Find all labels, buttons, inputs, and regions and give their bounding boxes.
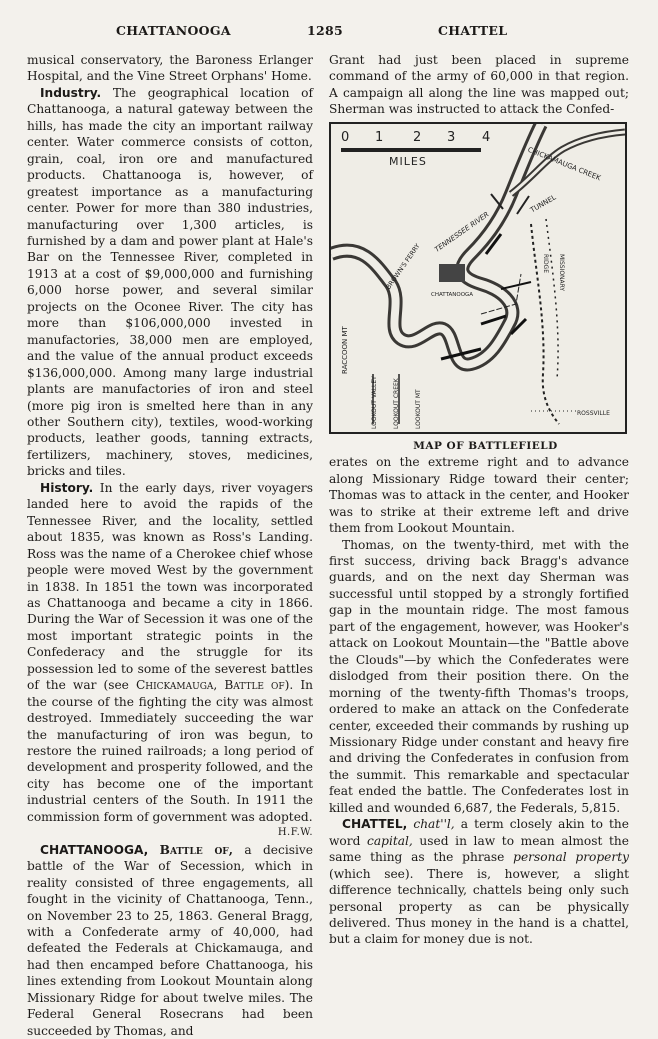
history-text-2: ). In the course of the fighting the city was almost destroyed. Immediately succeeding the war the manufacturing of iron was begun, to restore the ruined railroads; a long period of development and prosperity followed, and the city has become one of the important industrial centers of the South. In 1911 the commission form of government was adopted. [27, 678, 314, 824]
chattel-text-3: (which see). There is, however, a slight difference technically, chattels being only such personal property as can be physically delivered. Thus money in the hand is a chattel, but a claim for money due is not. [329, 866, 629, 947]
battle-entry-subheading: Battle of, [159, 842, 233, 857]
paragraph-industry [27, 85, 313, 480]
history-heading: History. [40, 480, 94, 495]
industry-text: The geographical location of Chattanooga, a natural gateway between the hills, has made the city an important railway center. Water commerce consists of cotton, grain, coal, iron ore and manufactured products. Chattanooga is, however, of greatest importance as a manufacturing center. Power for more than 380 industries, manufacturing over 1,300 articles, is furnished by a dam and power plant at Hale's Bar on the Tennessee River, completed in 1913 at a cost of $9,000,000 and furnishing 6,000 horse power, and several similar projects on the Oconee River. The city has more than $106,000,000 invested in manufactories, 38,000 men are employed, and the value of the annual product exceeds $136,000,000. Among many large industrial plants are manufactories of iron and steel (more pig iron is smelted here than in any other Southern city), textiles, wood-working products, leather goods, tanning extracts, fertilizers, machinery, stoves, medicines, bricks and tiles. [27, 85, 313, 479]
battlefield-map: 0 1 2 3 4 MILES CHICKAMAUGA CREEK TUNNEL TENNESSEE RIVER CHATTANOOGA BROWN'S FERRY RACCOON MT LOOKOUT VALLEY LOOKOUT CREEK LOOKOUT MT MISSIONARY RIDGE ROSSVILLE [329, 122, 627, 434]
paragraph-plan: erates on the extreme right and to advance along Missionary Ridge toward their center; Thomas was to attack in the center, and Hooker was to strike at their extreme left and drive them from Lookout Mountain. [329, 455, 629, 536]
paragraph-chattel [329, 816, 629, 948]
header-left-word: CHATTANOOGA [116, 23, 231, 38]
label-browns-ferry: BROWN'S FERRY [384, 242, 422, 291]
header-right-word: CHATTEL [438, 23, 508, 38]
left-column [27, 52, 313, 1039]
paragraph-battle [27, 842, 313, 1039]
battle-text: a decisive battle of the War of Secession, which in reality consisted of three engagements, all fought in the vicinity of Chattanooga, Tenn., on November 23 to 25, 1863. General Bragg, with a Confederate army of 40,000, had defeated the Federals at Chickamauga, and had then encamped before Chattanooga, his lines extending from Lookout Mountain along Missionary Ridge for about twelve miles. The Federal General Rosecrans had been succeeded by Thomas, and [27, 842, 313, 1038]
history-text-1: In the early days, river voyagers landed here to avoid the rapids of the Tennessee River, and the locality, settled about 1835, was known as Ross's Landing. Ross was the name of a Cherokee chief whose people were moved West by the government in 1838. In 1851 the town was incorporated as Chattanooga and became a city in 1866. During the War of Secession it was one of the most important strategic points in the Confederacy and the struggle for its possession led to some of the severest battles of the war (see [27, 480, 313, 693]
map-scale-label: MILES [389, 154, 427, 168]
label-lookout-mt: LOOKOUT MT [415, 389, 422, 429]
chattel-text-1: a term closely akin to the word [329, 817, 629, 848]
right-column [329, 52, 629, 948]
map-caption: MAP OF BATTLEFIELD [413, 439, 558, 452]
label-lookout-creek: LOOKOUT CREEK [393, 378, 400, 429]
label-lookout-valley: LOOKOUT VALLEY [371, 375, 378, 429]
label-tunnel: TUNNEL [529, 193, 558, 215]
chattanooga-city-block [439, 264, 465, 282]
personal-property-link[interactable]: personal property [513, 850, 629, 865]
label-rossville: ROSSVILLE [577, 409, 610, 417]
chattel-entry-heading: CHATTEL, [342, 817, 408, 832]
label-chickamauga-creek: CHICKAMAUGA CREEK [526, 145, 602, 183]
paragraph-institutions: musical conservatory, the Baroness Erlanger Hospital, and the Vine Street Orphans' Home. [27, 53, 313, 84]
label-tennessee-river: TENNESSEE RIVER [433, 210, 491, 254]
chattel-pronunciation: chat''l, [413, 817, 455, 832]
label-chattanooga: CHATTANOOGA [431, 291, 474, 298]
chattel-word-capital: capital, [367, 833, 413, 848]
author-signature: H.F.W. [277, 827, 313, 839]
running-header [0, 23, 658, 39]
label-raccoon-mt: RACCOON MT [341, 325, 349, 374]
paragraph-thomas: Thomas, on the twenty-third, met with the first success, driving back Bragg's advance guards, and on the next day Sherman was successful until stopped by a strongly fortified gap in the mountain ridge. The most famous part of the engagement, however, was Hooker's attack on Lookout Mountain—the "Battle above the Clouds"—by which the Confederates were dislodged from their position there. On the morning of the twenty-fifth Thomas's troops, ordered to make an attack on the Confederate center, exceeded their commands by rushing up Missionary Ridge under constant and heavy fire and driving the Confederates in confusion from the summit. This remarkable and spectacular feat ended the battle. The Confederates lost in killed and wounded 6,687, the Federals, 5,815. [329, 537, 629, 815]
paragraph-grant: Grant had just been placed in supreme command of the army of 60,000 in that region. A campaign all along the line was mapped out; Sherman was instructed to attack the Confed- [329, 53, 629, 117]
page-number: 1285 [307, 23, 343, 38]
federal-line-5 [501, 282, 531, 289]
industry-heading: Industry. [40, 85, 102, 100]
label-missionary-ridge: MISSIONARY RIDGE [541, 253, 565, 291]
paragraph-history [27, 480, 314, 839]
battle-entry-heading: CHATTANOOGA, [40, 842, 149, 857]
cross-reference-link[interactable]: Chickamauga, Battle of [135, 678, 285, 693]
chattel-text-2: used in law to mean almost the same thing as the phrase [329, 833, 629, 865]
